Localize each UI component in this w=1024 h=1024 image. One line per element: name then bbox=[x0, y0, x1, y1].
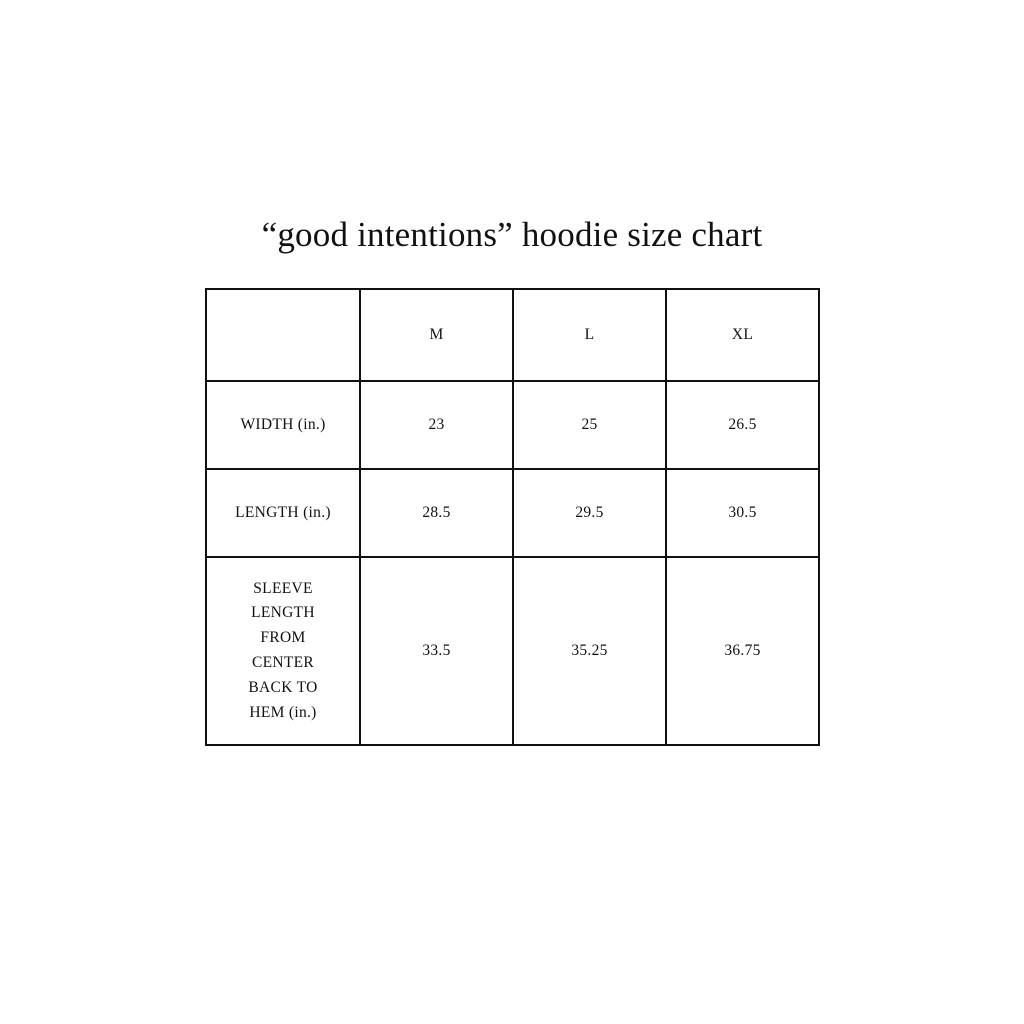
cell-sleeve-l: 35.25 bbox=[513, 557, 666, 745]
table-row bbox=[206, 381, 819, 469]
row-label-sleeve-line-4: CENTER bbox=[251, 654, 315, 671]
row-label-width: WIDTH (in.) bbox=[206, 381, 360, 469]
page-title: “good intentions” hoodie size chart bbox=[261, 215, 763, 254]
row-label-sleeve-length bbox=[206, 557, 360, 745]
cell-sleeve-m: 33.5 bbox=[360, 557, 513, 745]
size-chart-table bbox=[205, 288, 820, 746]
column-header-m: M bbox=[360, 289, 513, 381]
row-label-sleeve-line-2: LENGTH bbox=[251, 604, 315, 622]
row-label-sleeve-line-6: HEM (in.) bbox=[249, 703, 317, 721]
column-header-l: L bbox=[513, 289, 666, 381]
cell-length-m: 28.5 bbox=[360, 469, 513, 557]
cell-length-l: 29.5 bbox=[513, 469, 666, 557]
cell-width-xl: 26.5 bbox=[666, 381, 819, 469]
row-label-sleeve-line-5: BACK TO bbox=[248, 678, 318, 696]
column-header-xl: XL bbox=[666, 289, 819, 381]
row-label-sleeve-line-1: SLEEVE bbox=[253, 579, 313, 597]
cell-width-l: 25 bbox=[513, 381, 666, 469]
cell-sleeve-xl: 36.75 bbox=[666, 557, 819, 745]
table-header-row bbox=[206, 289, 819, 381]
cell-width-m: 23 bbox=[360, 381, 513, 469]
row-label-length: LENGTH (in.) bbox=[206, 469, 360, 557]
table-row bbox=[206, 469, 819, 557]
table-row bbox=[206, 557, 819, 745]
row-label-sleeve-line-3: FROM bbox=[260, 629, 306, 647]
table-corner-cell bbox=[206, 289, 360, 381]
cell-length-xl: 30.5 bbox=[666, 469, 819, 557]
